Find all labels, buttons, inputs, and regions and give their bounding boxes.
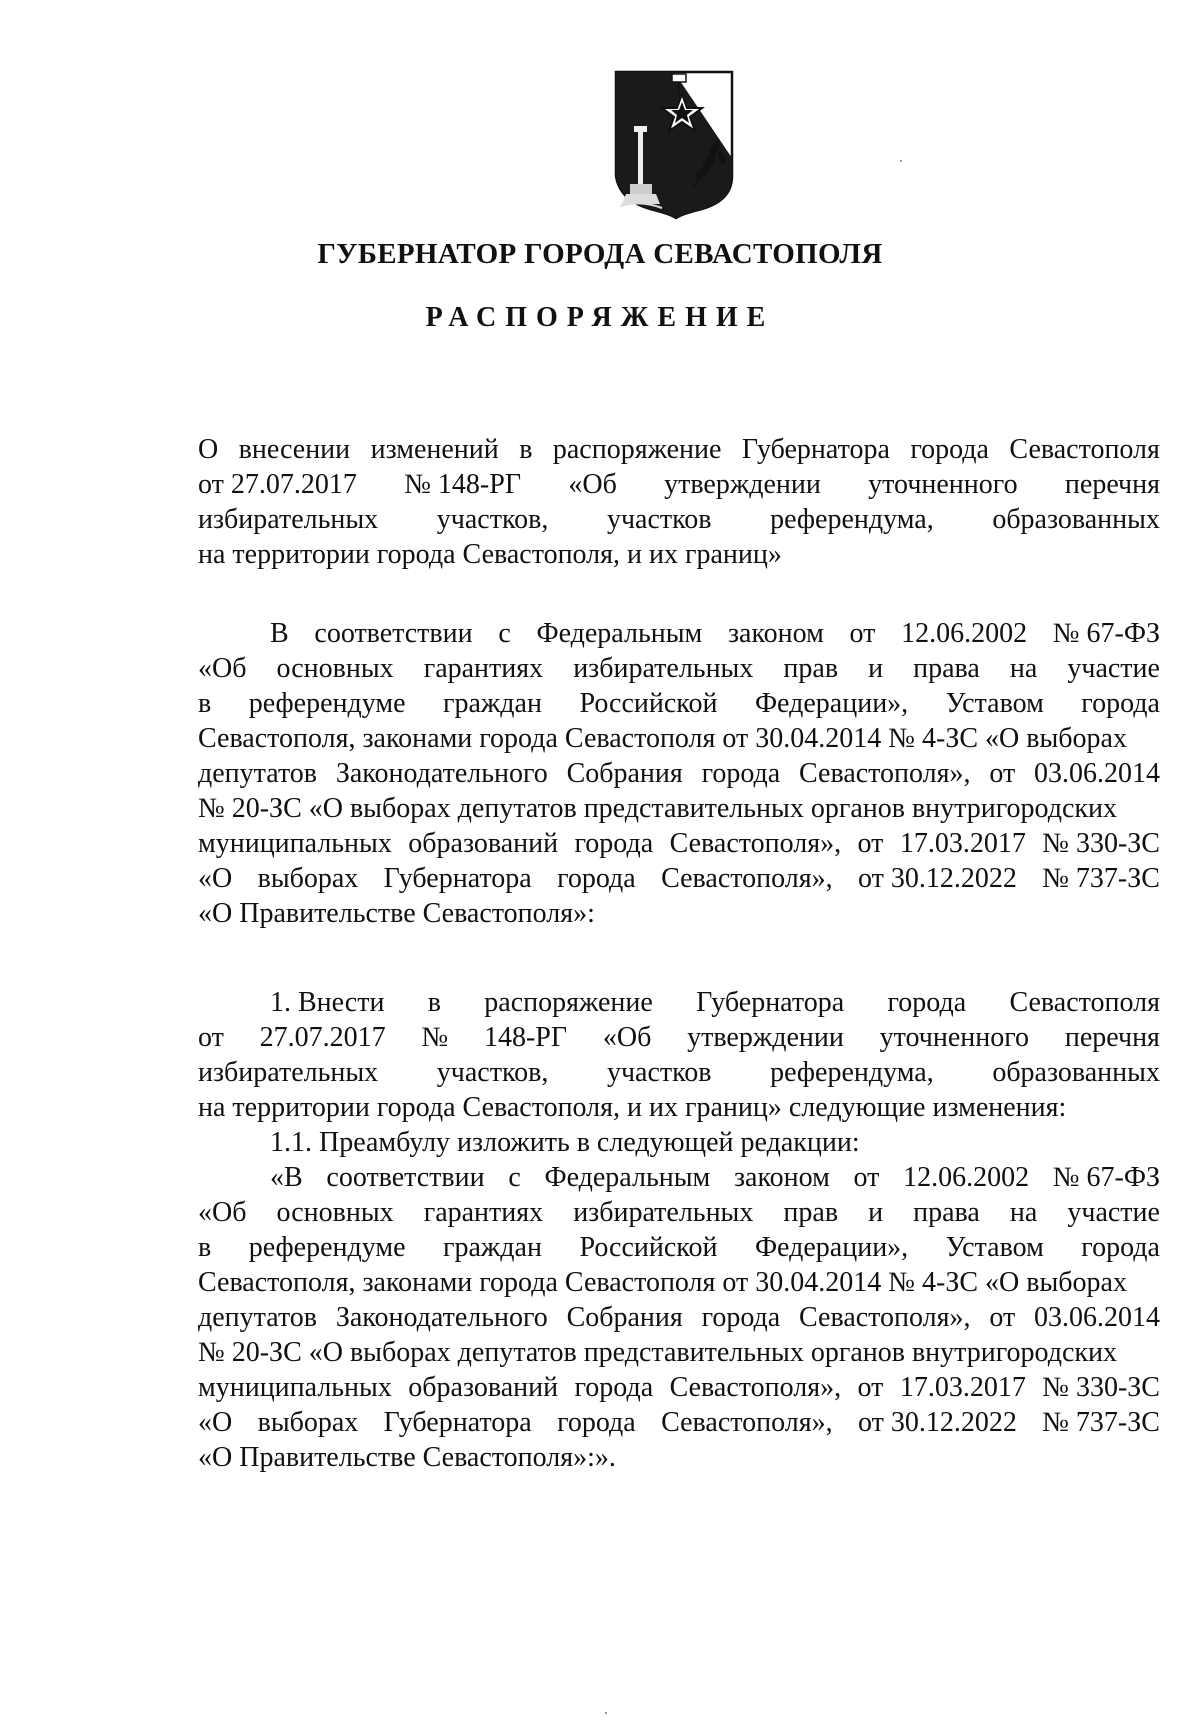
text-line [198, 537, 1160, 572]
word: О [198, 434, 219, 465]
word: Севастополя», [669, 828, 842, 859]
word: «В [270, 1162, 303, 1193]
word: В [270, 618, 289, 649]
text-line [198, 616, 1160, 651]
word: «Об [198, 653, 247, 684]
text-line-content: «О Правительстве Севастополя»: [198, 898, 595, 929]
word: на [1009, 1197, 1038, 1228]
word: перечня [1064, 1022, 1160, 1053]
word: Законодательного [335, 758, 548, 789]
scan-speck [900, 160, 902, 162]
word: города [574, 828, 654, 859]
word: от 30.12.2022 [857, 863, 1017, 894]
word: выборах [257, 1407, 359, 1438]
word: в [427, 987, 441, 1018]
word: граждан [443, 688, 542, 719]
word: основных [276, 1197, 394, 1228]
word: референдума, [770, 1057, 934, 1088]
word: № 737-ЗС [1042, 1407, 1160, 1438]
word: избирательных [198, 1057, 379, 1088]
word: 27.07.2017 [259, 1022, 386, 1053]
word: 148-РГ [483, 1022, 568, 1053]
text-line [198, 896, 1160, 931]
word: Губернатора [696, 987, 845, 1018]
word: муниципальных [198, 1372, 392, 1403]
word: города [557, 1407, 636, 1438]
word: уточненного [868, 469, 1018, 500]
text-line-content: Севастополя, законами города Севастополя от 30.04.2014 № 4-ЗС «О выборах [198, 1267, 1127, 1298]
word: города [1081, 688, 1160, 719]
text-line [198, 686, 1160, 721]
word: Севастополя», [661, 863, 833, 894]
text-line [198, 1160, 1160, 1195]
document-type-title: РАСПОРЯЖЕНИЕ [425, 302, 775, 333]
word: прав [783, 653, 839, 684]
word: с [498, 618, 511, 649]
word: № 148-РГ [404, 469, 522, 500]
word: уточненного [879, 1022, 1030, 1053]
word: Севастополя», [669, 1372, 842, 1403]
sevastopol-coat-of-arms-emblem [610, 68, 742, 220]
word: 03.06.2014 [1034, 1302, 1160, 1333]
document-subject [198, 432, 1160, 572]
word: города [557, 863, 636, 894]
word: 12.06.2002 [903, 1162, 1030, 1193]
text-line [198, 861, 1160, 896]
word: с [508, 1162, 521, 1193]
word: права [913, 1197, 980, 1228]
word: Севастополя», [799, 758, 971, 789]
word: участие [1067, 653, 1160, 684]
word: 1. Внести [270, 987, 385, 1018]
document-item-1 [198, 985, 1160, 1475]
word: и [868, 1197, 884, 1228]
word: города [701, 758, 781, 789]
text-line-content: «О Правительстве Севастополя»:». [198, 1442, 616, 1473]
text-line [198, 502, 1160, 537]
word: Федерации», [754, 688, 909, 719]
word: Федеральным [536, 618, 703, 649]
word: Собрания [566, 1302, 683, 1333]
word: Российской [579, 1232, 718, 1263]
text-line-content: Севастополя, законами города Севастополя от 30.04.2014 № 4-ЗС «О выборах [198, 723, 1127, 754]
word: от [857, 828, 884, 859]
word: избирательных [573, 653, 754, 684]
text-line [198, 1230, 1160, 1265]
word: № 330-ЗС [1042, 1372, 1160, 1403]
word: депутатов [198, 1302, 318, 1333]
text-line-content: 1.1. Преамбулу изложить в следующей редакции: [270, 1127, 860, 1158]
word: участков [606, 504, 712, 535]
word: Севастополя [1009, 987, 1160, 1018]
text-line [198, 985, 1160, 1020]
word: Российской [579, 688, 718, 719]
text-line [198, 1020, 1160, 1055]
text-line-content: на территории города Севастополя, и их границ» следующие изменения: [198, 1092, 1067, 1123]
word: от [989, 758, 1016, 789]
word: участков, [436, 1057, 549, 1088]
word: в [198, 1232, 212, 1263]
text-line [198, 1300, 1160, 1335]
word: Севастополя», [661, 1407, 833, 1438]
word: на [1009, 653, 1038, 684]
word: муниципальных [198, 828, 392, 859]
word: образований [408, 1372, 559, 1403]
text-line [198, 467, 1160, 502]
word: граждан [443, 1232, 542, 1263]
word: Федерации», [754, 1232, 909, 1263]
text-line [198, 756, 1160, 791]
word: распоряжение [552, 434, 722, 465]
word: перечня [1064, 469, 1160, 500]
word: законом [733, 1162, 830, 1193]
word: Губернатора [383, 863, 532, 894]
word: от [857, 1372, 884, 1403]
word: 17.03.2017 [899, 1372, 1026, 1403]
text-line [198, 791, 1160, 826]
word: соответствии [326, 1162, 485, 1193]
word: № 67-ФЗ [1052, 1162, 1160, 1193]
text-line [198, 1335, 1160, 1370]
text-line-content: на территории города Севастополя, и их границ» [198, 539, 782, 570]
word: референдуме [248, 688, 406, 719]
word: Собрания [566, 758, 683, 789]
text-line [198, 1405, 1160, 1440]
text-line [198, 1440, 1160, 1475]
word: города [910, 434, 989, 465]
word: в [198, 688, 212, 719]
word: Севастополя», [799, 1302, 971, 1333]
word: № [421, 1022, 449, 1053]
word: города [887, 987, 967, 1018]
text-line [198, 1090, 1160, 1125]
word: от [849, 618, 876, 649]
word: города [701, 1302, 781, 1333]
word: Губернатора [383, 1407, 532, 1438]
text-line-content: № 20-ЗС «О выборах депутатов представительных органов внутригородских [198, 1337, 1117, 1368]
text-line [198, 1265, 1160, 1300]
word: «О [198, 863, 233, 894]
word: референдуме [248, 1232, 406, 1263]
scan-speck [605, 1712, 607, 1714]
word: 03.06.2014 [1034, 758, 1160, 789]
word: выборах [257, 863, 359, 894]
document-preamble [198, 616, 1160, 931]
text-line [198, 1195, 1160, 1230]
word: избирательных [198, 504, 379, 535]
word: гарантиях [423, 1197, 544, 1228]
text-line [198, 1055, 1160, 1090]
word: «Об [602, 1022, 652, 1053]
word: № 330-ЗС [1042, 828, 1160, 859]
word: распоряжение [484, 987, 653, 1018]
word: образованных [992, 504, 1160, 535]
word: от 30.12.2022 [857, 1407, 1017, 1438]
word: прав [783, 1197, 839, 1228]
word: изменений [370, 434, 499, 465]
word: внесении [238, 434, 351, 465]
word: соответствии [314, 618, 473, 649]
text-line [198, 1370, 1160, 1405]
word: № 737-ЗС [1042, 863, 1160, 894]
text-line [198, 651, 1160, 686]
word: участие [1067, 1197, 1160, 1228]
word: референдума, [770, 504, 934, 535]
word: города [574, 1372, 654, 1403]
word: и [868, 653, 884, 684]
word: Севастополя [1009, 434, 1160, 465]
word: Уставом [945, 688, 1044, 719]
word: законом [727, 618, 824, 649]
word: «О [198, 1407, 233, 1438]
text-line [198, 826, 1160, 861]
text-line [198, 721, 1160, 756]
word: Губернатора [741, 434, 890, 465]
word: утверждении [664, 469, 821, 500]
word: 12.06.2002 [901, 618, 1028, 649]
word: от [853, 1162, 880, 1193]
text-line-content: № 20-ЗС «О выборах депутатов представительных органов внутригородских [198, 793, 1117, 824]
text-line [198, 432, 1160, 467]
word: утверждении [687, 1022, 844, 1053]
issuer-title: ГУБЕРНАТОР ГОРОДА СЕВАСТОПОЛЯ [317, 238, 883, 270]
word: города [1081, 1232, 1160, 1263]
text-line [198, 1125, 1160, 1160]
word: гарантиях [423, 653, 544, 684]
word: права [913, 653, 980, 684]
word: образований [408, 828, 559, 859]
word: от 27.07.2017 [198, 469, 357, 500]
word: «Об [568, 469, 617, 500]
word: № 67-ФЗ [1052, 618, 1160, 649]
word: участков [606, 1057, 712, 1088]
word: в [519, 434, 533, 465]
word: Законодательного [335, 1302, 548, 1333]
word: избирательных [573, 1197, 754, 1228]
word: «Об [198, 1197, 247, 1228]
word: образованных [992, 1057, 1160, 1088]
word: от [198, 1022, 224, 1053]
word: Федеральным [544, 1162, 711, 1193]
word: депутатов [198, 758, 318, 789]
word: от [989, 1302, 1016, 1333]
word: участков, [436, 504, 549, 535]
word: Уставом [945, 1232, 1044, 1263]
word: 17.03.2017 [899, 828, 1026, 859]
word: основных [276, 653, 394, 684]
